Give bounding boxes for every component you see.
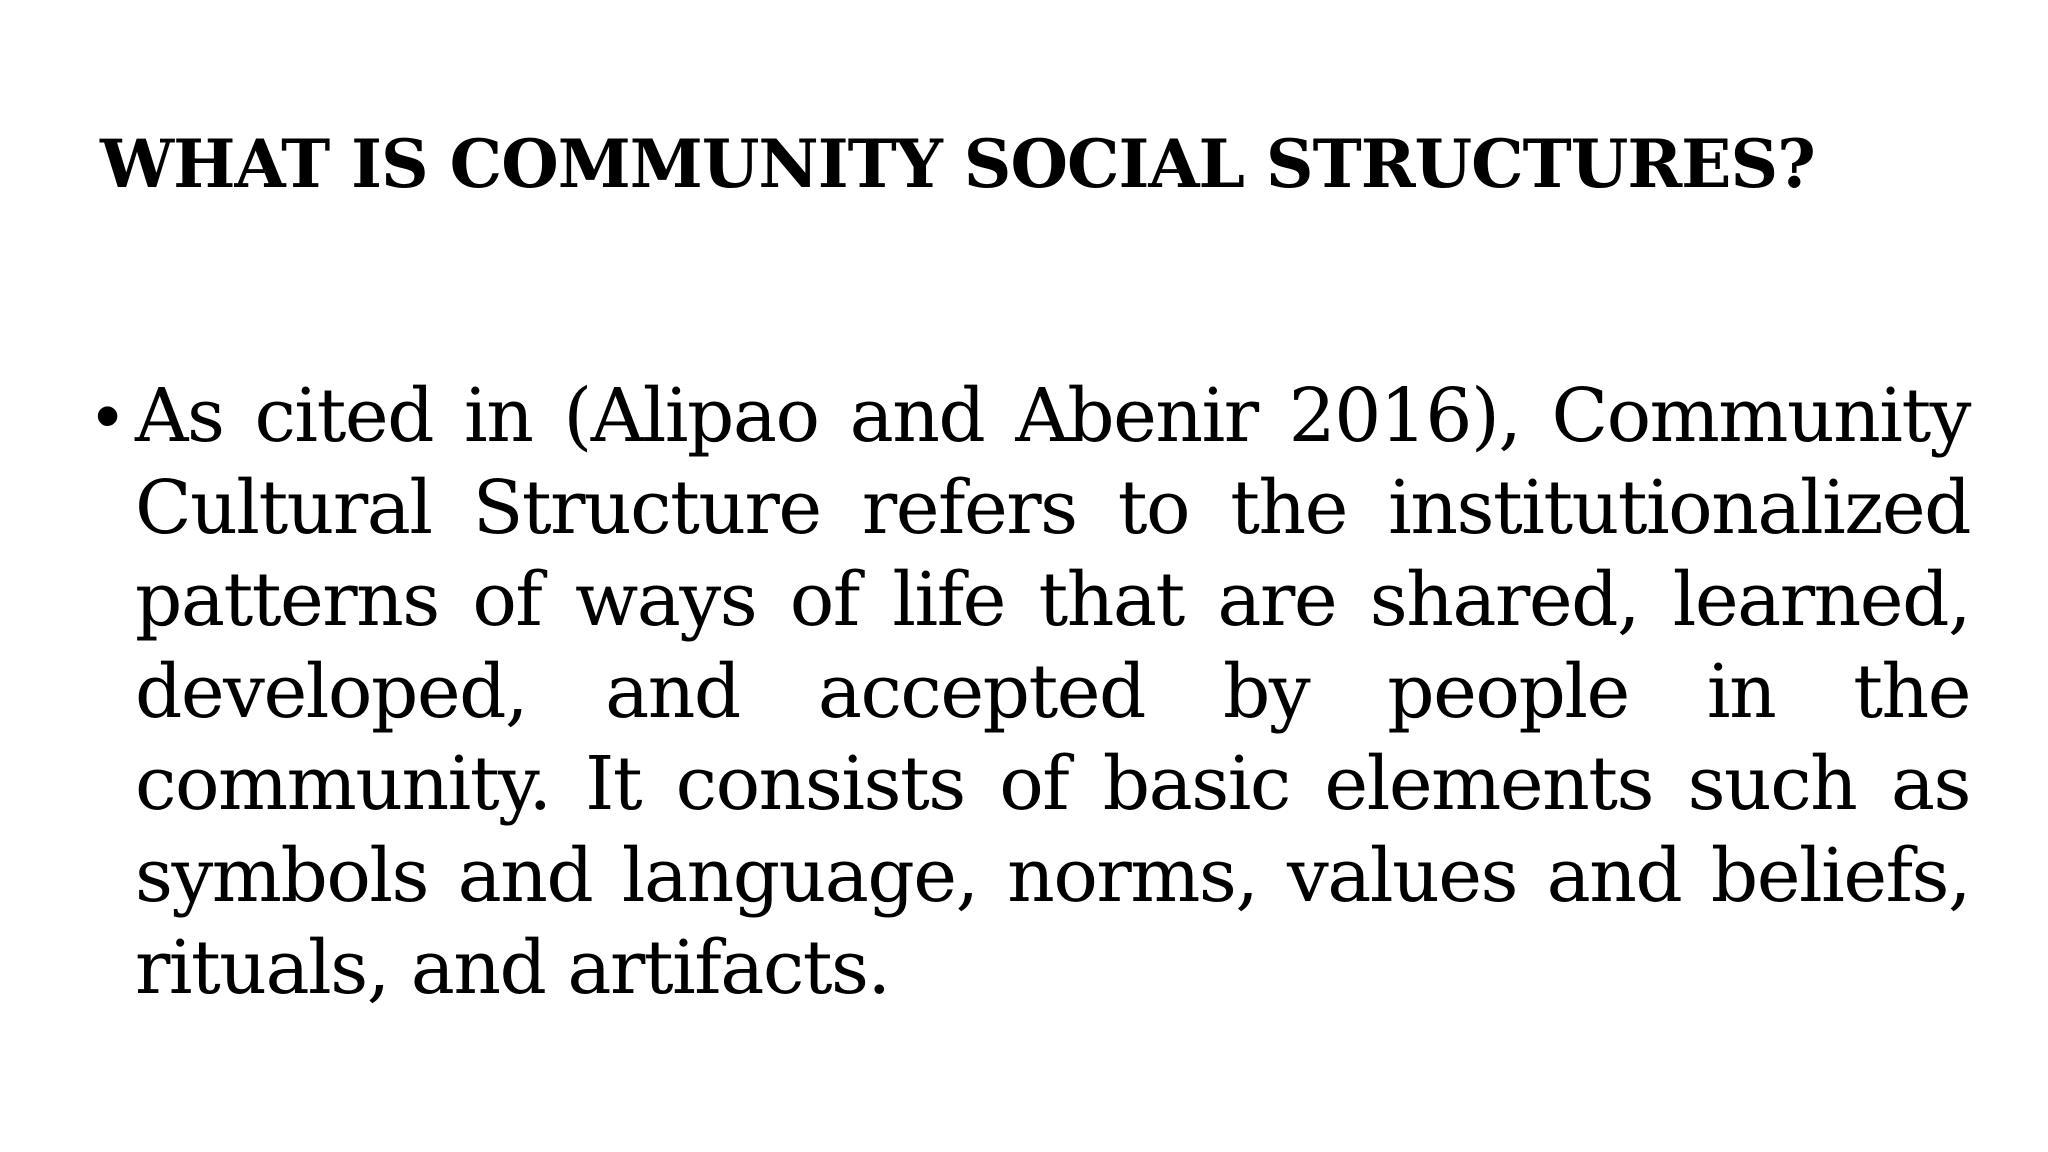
slide-title: WHAT IS COMMUNITY SOCIAL STRUCTURES?	[100, 125, 1815, 203]
bullet-dot-icon: •	[95, 376, 121, 456]
bullet-text: As cited in (Alipao and Abenir 2016), Community Cultural Structure refers to the institutionalized patterns of ways of life that are shared, learned, developed, and accepted by people in the community. It consists of basic elements such as symbols and language, norms, values and beliefs, rituals, and artifacts.	[135, 373, 1970, 1011]
